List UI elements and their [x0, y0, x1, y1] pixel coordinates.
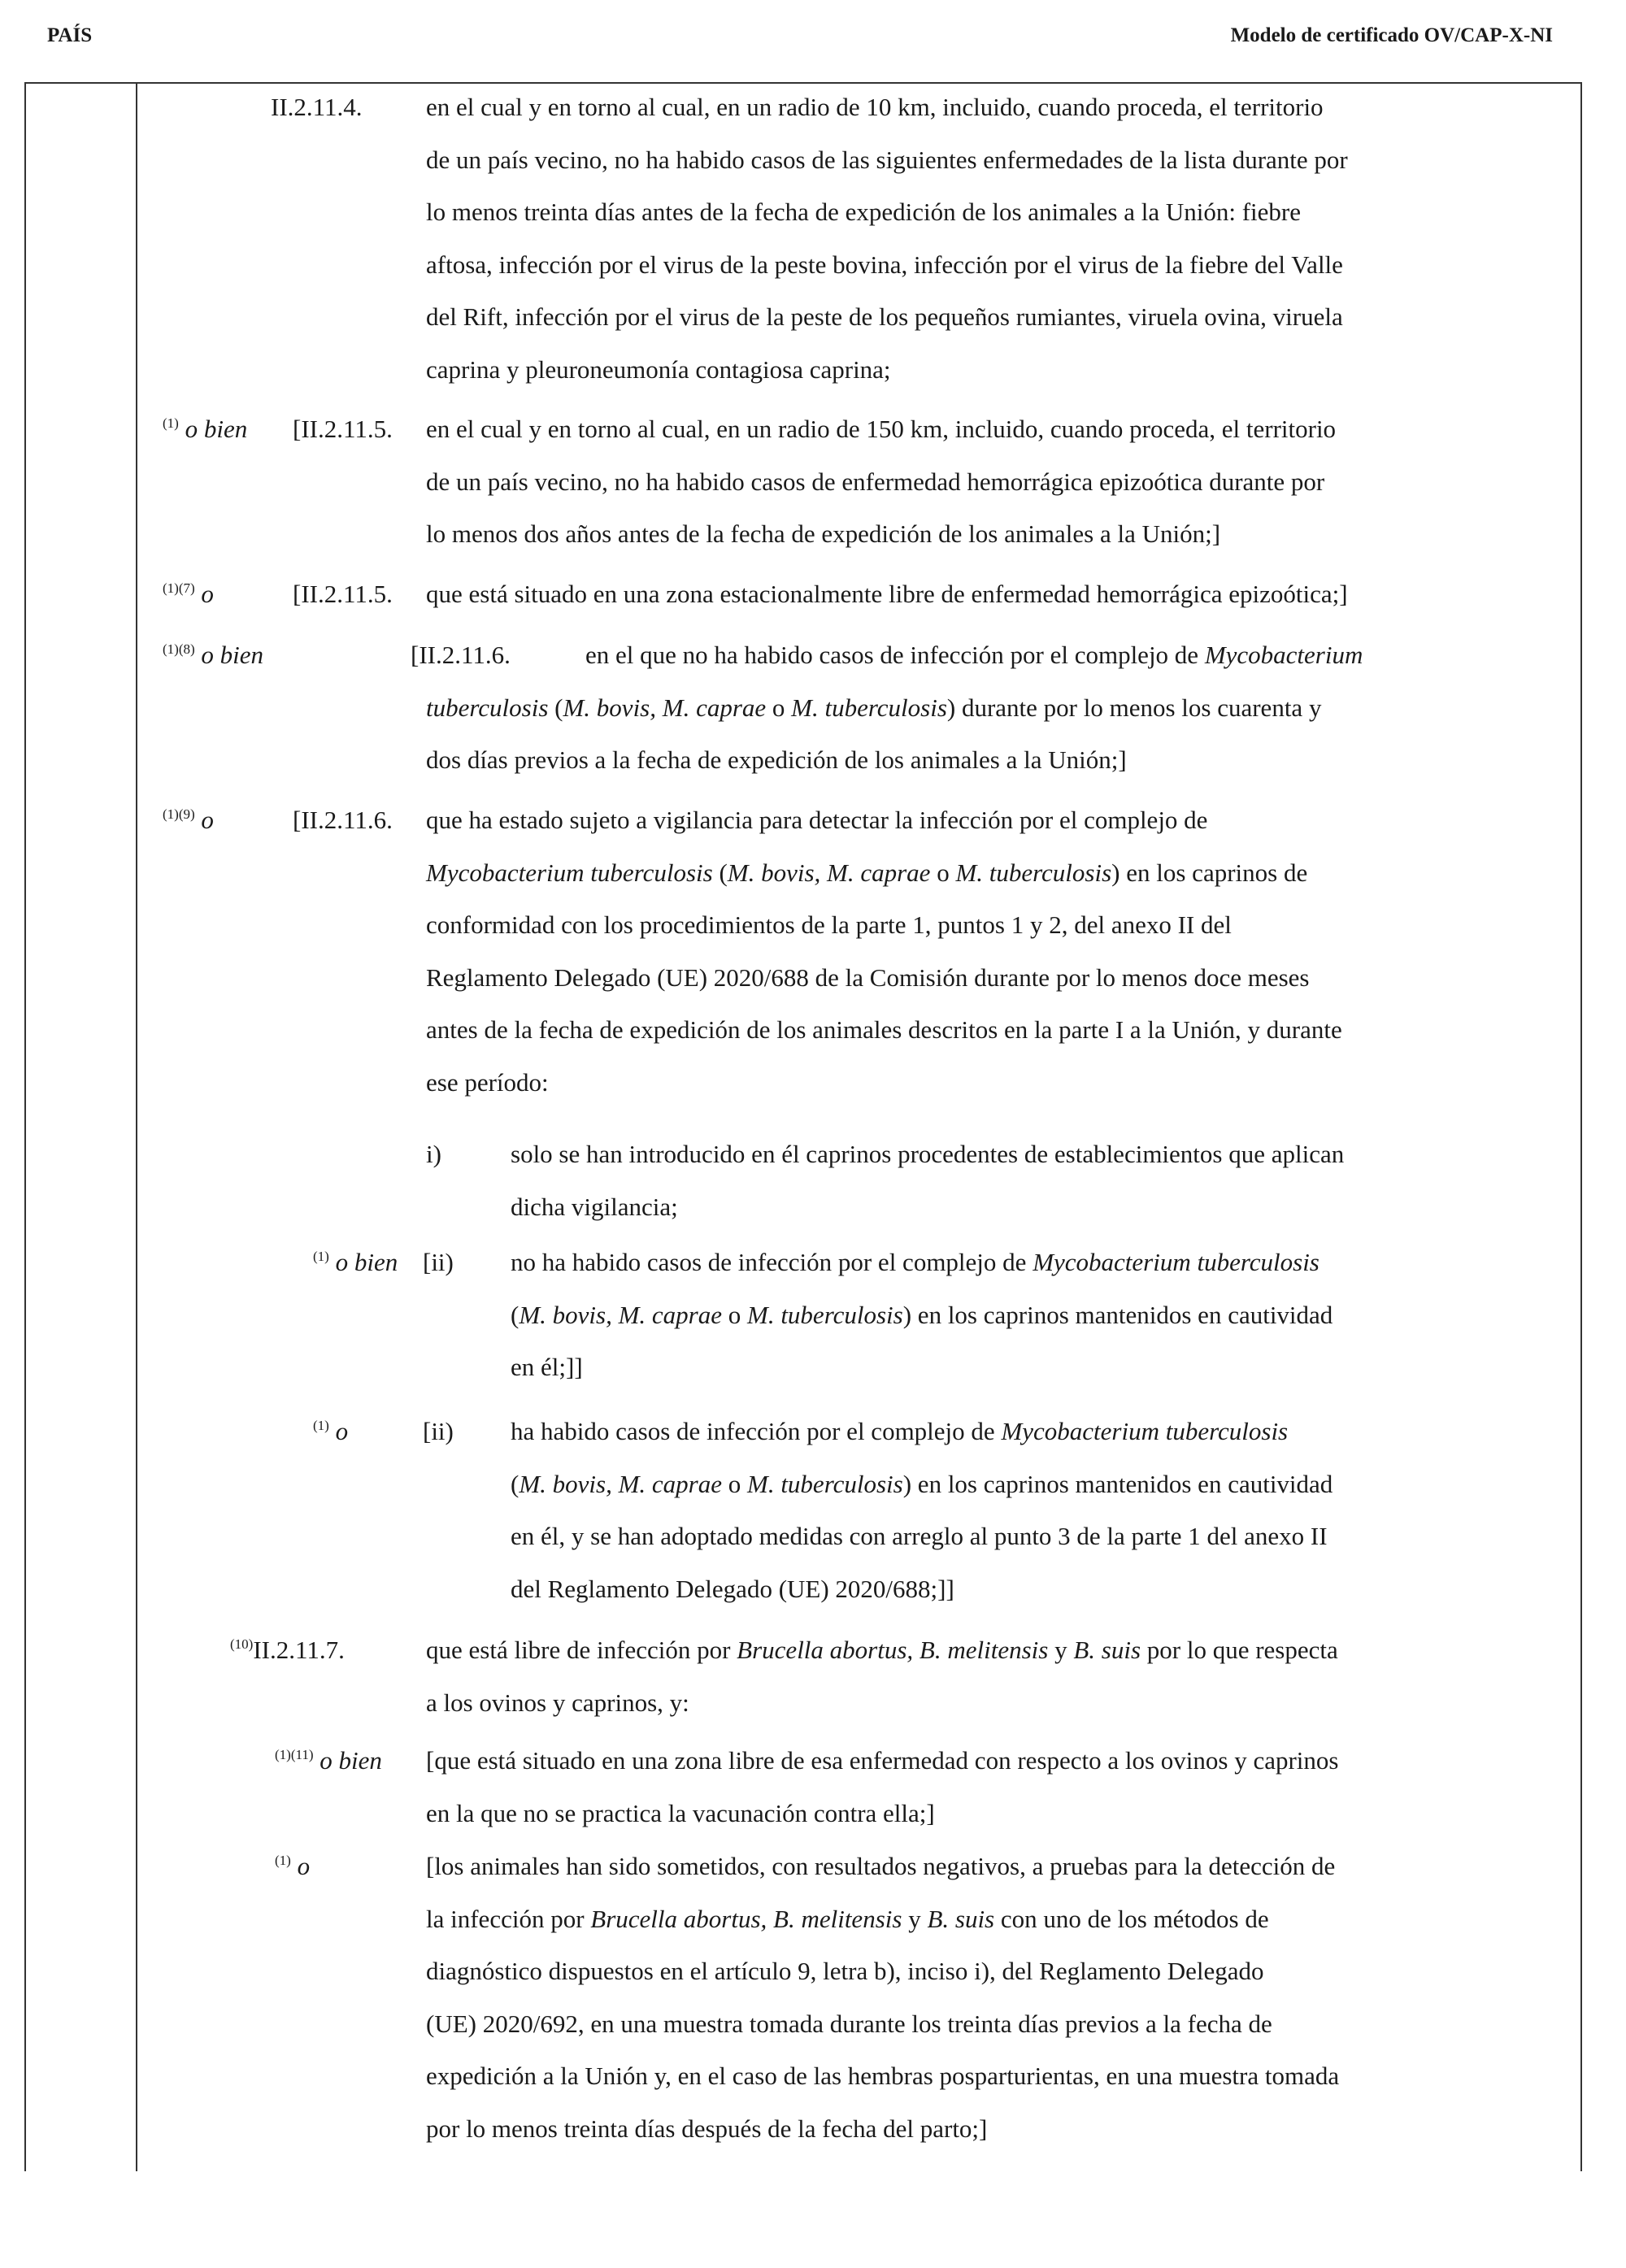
clause-line: a los ovinos y caprinos, y: [426, 1688, 689, 1717]
clause-line: diagnóstico dispuestos en el artículo 9, letra b), inciso i), del Reglamento Delegado [426, 1957, 1264, 1985]
option-prefix: o bien [201, 641, 264, 669]
clause-text-italic: M. bovis, M. caprae [519, 1300, 722, 1329]
option-prefix: o bien [335, 1248, 398, 1276]
clause-line: del Reglamento Delegado (UE) 2020/688;]] [511, 1574, 954, 1603]
clause-text-italic: B. suis [1073, 1636, 1141, 1664]
clause-line: aftosa, infección por el virus de la peste bovina, infección por el virus de la fiebre del Valle [426, 250, 1343, 279]
clause-line: ese período: [426, 1067, 549, 1097]
clause-text: ( [511, 1300, 520, 1329]
clause-text-italic: M. bovis, M. caprae [727, 858, 931, 887]
clause-text-italic: M. tuberculosis [747, 1469, 903, 1498]
clause-text: con uno de los métodos de [994, 1904, 1269, 1933]
clause-text: o [722, 1300, 747, 1329]
clause-code: [II.2.11.5. [293, 415, 393, 443]
clause-line: en él, y se han adoptado medidas con arreglo al punto 3 de la parte 1 del anexo II [511, 1522, 1328, 1550]
clause-text-italic: tuberculosis [426, 693, 549, 722]
option-prefix: o [201, 580, 214, 608]
clause-text: por lo que respecta [1141, 1636, 1338, 1664]
clause-text-italic: B. suis [927, 1904, 995, 1933]
clause-line: (UE) 2020/692, en una muestra tomada durante los treinta días previos a la fecha de [426, 2009, 1272, 2038]
clause-text: en el que no ha habido casos de infección por el complejo de [585, 641, 1205, 669]
footnote-ref: (1) [313, 1418, 329, 1433]
clause-code: II.2.11.7. [253, 1636, 345, 1664]
clause-code: II.2.11.4. [271, 93, 363, 121]
clause-line: caprina y pleuroneumonía contagiosa caprina; [426, 354, 891, 384]
clause-line: en el cual y en torno al cual, en un radio de 10 km, incluido, cuando proceda, el territorio [426, 93, 1324, 121]
clause-text-italic: Brucella abortus, B. melitensis [737, 1636, 1049, 1664]
clause-line: solo se han introducido en él caprinos procedentes de establecimientos que aplican [511, 1140, 1345, 1168]
clause-text-italic: Mycobacterium [1204, 641, 1363, 669]
clause-code: [II.2.11.6. [411, 641, 511, 669]
option-prefix: o bien [320, 1746, 382, 1775]
clause-line: que ha estado sujeto a vigilancia para detectar la infección por el complejo de [426, 806, 1208, 834]
clause-text-italic: M. tuberculosis [747, 1300, 903, 1329]
clause-text: ) en los caprinos mantenidos en cautividad [902, 1469, 1333, 1498]
clause-line: en él;]] [511, 1353, 583, 1381]
table-right-border [1580, 82, 1582, 2171]
clause-text: ( [511, 1469, 520, 1498]
clause-line: por lo menos treinta días después de la fecha del parto;] [426, 2114, 988, 2143]
clause-line: Reglamento Delegado (UE) 2020/688 de la Comisión durante por lo menos doce meses [426, 962, 1310, 992]
clause-text: y [1048, 1636, 1074, 1664]
footnote-ref: (1)(8) [163, 641, 195, 657]
option-prefix: o bien [185, 415, 248, 443]
clause-text-italic: M. tuberculosis [791, 693, 947, 722]
clause-code: [II.2.11.6. [293, 806, 393, 834]
clause-line: [los animales han sido sometidos, con resultados negativos, a pruebas para la detección de [426, 1852, 1336, 1880]
clause-line: que está situado en una zona estacionalmente libre de enfermedad hemorrágica epizoótica;] [426, 580, 1348, 608]
clause-line: dicha vigilancia; [511, 1192, 678, 1221]
clause-text: ( [548, 693, 563, 722]
clause-line: de un país vecino, no ha habido casos de las siguientes enfermedades de la lista durante por [426, 145, 1348, 174]
clause-text: o [722, 1469, 747, 1498]
subitem-number: [ii) [423, 1417, 454, 1445]
subitem-number: i) [426, 1140, 441, 1168]
clause-line: antes de la fecha de expedición de los animales descritos en la parte I a la Unión, y durante [426, 1015, 1342, 1044]
footnote-ref: (1) [163, 415, 179, 431]
footnote-ref: (1) [313, 1249, 329, 1264]
clause-text-italic: M. tuberculosis [955, 858, 1112, 887]
clause-text-italic: M. bovis, M. caprae [519, 1469, 722, 1498]
clause-text: ha habido casos de infección por el complejo de [511, 1417, 1002, 1445]
clause-line: expedición a la Unión y, en el caso de las hembras posparturientas, en una muestra tomada [426, 2062, 1340, 2090]
clause-line: [que está situado en una zona libre de esa enfermedad con respecto a los ovinos y caprinos [426, 1746, 1339, 1775]
footnote-ref: (1)(9) [163, 806, 195, 822]
clause-text: o [930, 858, 956, 887]
clause-text: ( [712, 858, 728, 887]
clause-text-italic: Mycobacterium tuberculosis [426, 858, 713, 887]
clause-text: no ha habido casos de infección por el complejo de [511, 1248, 1033, 1276]
clause-line: lo menos dos años antes de la fecha de expedición de los animales a la Unión;] [426, 519, 1221, 548]
footnote-ref: (1) [275, 1853, 291, 1868]
clause-text: ) durante por lo menos los cuarenta y [946, 693, 1322, 722]
clause-text-italic: Brucella abortus, B. melitensis [590, 1904, 902, 1933]
option-prefix: o [335, 1417, 349, 1445]
clause-line: en la que no se practica la vacunación contra ella;] [426, 1798, 935, 1827]
footnote-ref: (1)(11) [275, 1747, 314, 1762]
certificate-model-header: Modelo de certificado OV/CAP-X-NI [1230, 24, 1553, 46]
subitem-number: [ii) [423, 1248, 454, 1276]
table-left-border [24, 82, 26, 2171]
footnote-ref: (1)(7) [163, 580, 195, 596]
clause-text-italic: Mycobacterium tuberculosis [1001, 1417, 1289, 1445]
option-prefix: o [201, 806, 214, 834]
clause-line: dos días previos a la fecha de expedición de los animales a la Unión;] [426, 745, 1127, 774]
country-header: PAÍS [47, 24, 93, 46]
clause-text: que está libre de infección por [426, 1636, 737, 1664]
clause-line: en el cual y en torno al cual, en un radio de 150 km, incluido, cuando proceda, el territorio [426, 415, 1337, 443]
clause-code: [II.2.11.5. [293, 580, 393, 608]
option-prefix: o [297, 1852, 311, 1880]
clause-line: lo menos treinta días antes de la fecha de expedición de los animales a la Unión: fiebre [426, 198, 1301, 226]
clause-line: de un país vecino, no ha habido casos de enfermedad hemorrágica epizoótica durante por [426, 467, 1325, 496]
footnote-ref: (10) [230, 1636, 254, 1652]
clause-text: la infección por [426, 1904, 591, 1933]
clause-text-italic: Mycobacterium tuberculosis [1033, 1248, 1319, 1276]
clause-text: y [902, 1904, 928, 1933]
clause-text: ) en los caprinos mantenidos en cautividad [902, 1300, 1333, 1329]
clause-line: del Rift, infección por el virus de la peste de los pequeños rumiantes, viruela ovina, viruela [426, 302, 1343, 331]
table-column-divider [136, 82, 137, 2171]
clause-text: o [766, 693, 792, 722]
clause-line: conformidad con los procedimientos de la parte 1, puntos 1 y 2, del anexo II del [426, 910, 1232, 939]
clause-text-italic: M. bovis, M. caprae [563, 693, 767, 722]
clause-text: ) en los caprinos de [1111, 858, 1308, 887]
